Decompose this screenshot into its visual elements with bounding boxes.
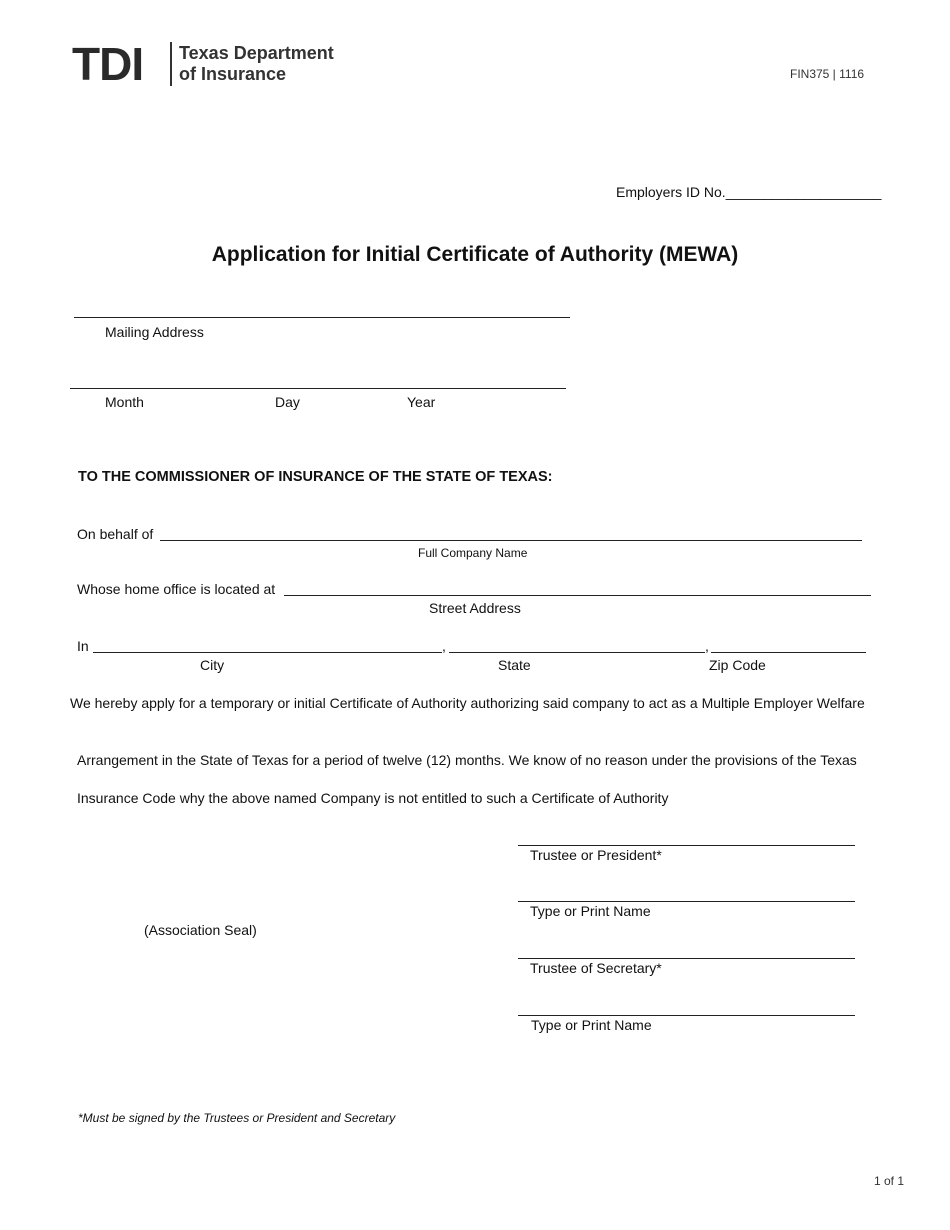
- logo-divider: [170, 42, 172, 86]
- on-behalf-label: On behalf of: [77, 526, 154, 542]
- print-name-label-2: Type or Print Name: [531, 1017, 652, 1033]
- state-line[interactable]: [449, 652, 705, 653]
- association-seal-label: (Association Seal): [144, 922, 257, 938]
- date-line[interactable]: [70, 388, 566, 389]
- in-label: In: [77, 638, 89, 654]
- street-address-caption: Street Address: [429, 600, 521, 616]
- home-office-label: Whose home office is located at: [77, 581, 276, 597]
- comma-2: ,: [705, 638, 709, 654]
- zip-caption: Zip Code: [709, 657, 766, 673]
- print-name-label-1: Type or Print Name: [530, 903, 651, 919]
- trustee-secretary-label: Trustee of Secretary*: [530, 960, 662, 976]
- application-paragraph-2: Arrangement in the State of Texas for a period of twelve (12) months. We know of no reason under the provisions of the Texas: [77, 752, 857, 768]
- signature-line-trustee-president[interactable]: [518, 845, 855, 846]
- page-title: Application for Initial Certificate of Authority (MEWA): [211, 243, 739, 266]
- zip-line[interactable]: [711, 652, 866, 653]
- agency-name-line2: of Insurance: [179, 64, 287, 84]
- agency-name-line1: Texas Department: [179, 43, 334, 63]
- street-address-line[interactable]: [284, 595, 871, 596]
- signature-line-trustee-secretary[interactable]: [518, 958, 855, 959]
- day-label: Day: [275, 394, 300, 410]
- addressee-heading: TO THE COMMISSIONER OF INSURANCE OF THE STATE OF TEXAS:: [78, 469, 553, 485]
- state-caption: State: [498, 657, 531, 673]
- form-code: FIN375 | 1116: [790, 67, 865, 81]
- signature-line-print-name-2[interactable]: [518, 1015, 855, 1016]
- mailing-address-label: Mailing Address: [105, 324, 204, 340]
- trustee-president-label: Trustee or President*: [530, 847, 662, 863]
- page-number: 1 of 1: [874, 1174, 905, 1188]
- agency-name: [179, 43, 334, 85]
- comma-1: ,: [442, 638, 446, 654]
- mailing-address-line[interactable]: [74, 317, 570, 318]
- city-line[interactable]: [93, 652, 442, 653]
- city-caption: City: [200, 657, 225, 673]
- month-label: Month: [105, 394, 144, 410]
- employer-id-field[interactable]: Employers ID No.____________________: [616, 184, 882, 200]
- tdi-logo: TDI: [72, 38, 144, 90]
- signature-footnote: *Must be signed by the Trustees or President and Secretary: [78, 1111, 396, 1125]
- company-name-line[interactable]: [160, 540, 862, 541]
- year-label: Year: [407, 394, 436, 410]
- application-paragraph-1: We hereby apply for a temporary or initial Certificate of Authority authorizing said company to act as a Multiple Employer Welfare: [70, 695, 865, 711]
- signature-line-print-name-1[interactable]: [518, 901, 855, 902]
- application-paragraph-3: Insurance Code why the above named Company is not entitled to such a Certificate of Authority: [77, 790, 669, 806]
- company-name-caption: Full Company Name: [418, 546, 528, 560]
